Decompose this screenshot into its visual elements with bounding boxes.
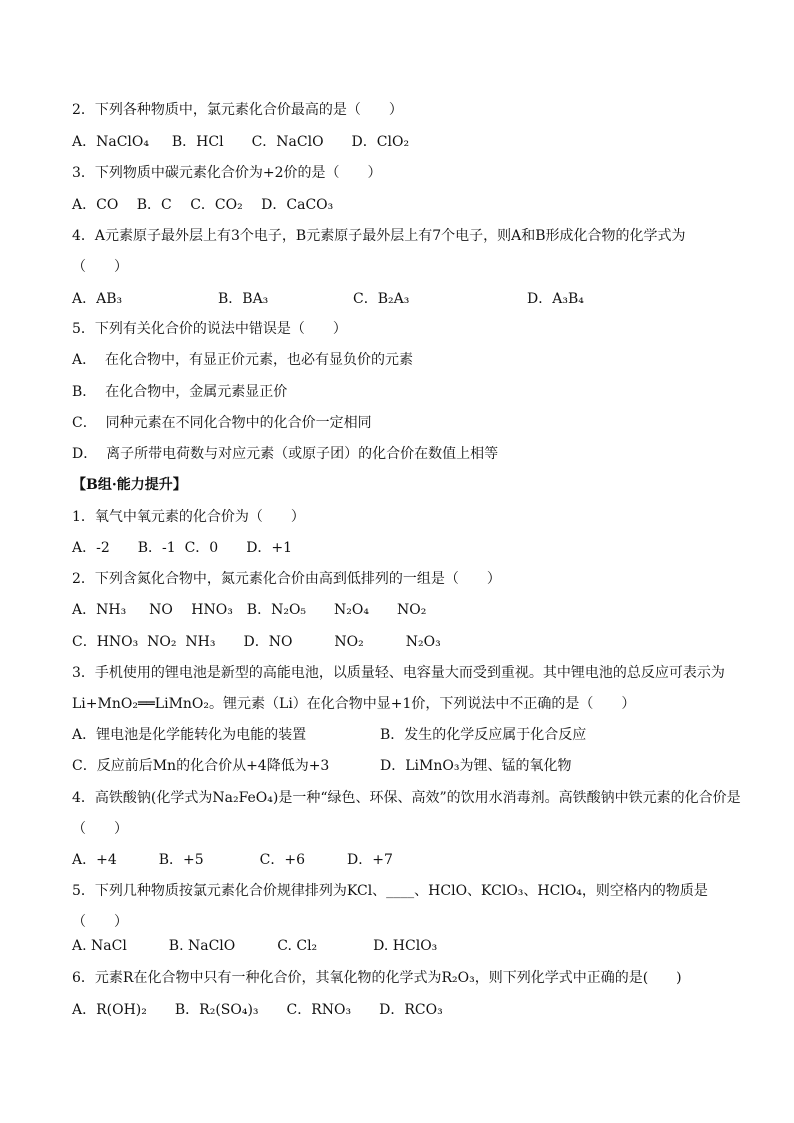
b-question-6-options: A．R(OH)₂ B．R₂(SO₄)₃ C．RNO₃ D．RCO₃ <box>72 1002 443 1018</box>
b-question-2: 2．下列含氮化合物中，氮元素化合价由高到低排列的一组是（ ） <box>72 571 501 587</box>
b-question-2-options-ab: A．NH₃ NO HNO₃ B．N₂O₅ N₂O₄ NO₂ <box>72 602 427 618</box>
b-question-4-options: A．+4 B．+5 C．+6 D．+7 <box>72 852 393 868</box>
q4-option-c: C．B₂A₃ <box>353 291 410 307</box>
li-option-d: D．LiMnO₃为锂、锰的氧化物 <box>380 758 572 774</box>
question-3: 3．下列物质中碳元素化合价为+2价的是（ ） <box>72 165 382 181</box>
li-option-c: C．反应前后Mn的化合价从+4降低为+3 <box>72 758 330 774</box>
b-question-5-options: A. NaCl B. NaClO C. Cl₂ D. HClO₃ <box>72 938 438 954</box>
question-4: 4．A元素原子最外层上有3个电子，B元素原子最外层上有7个电子，则A和B形成化合物的化学式为 <box>72 228 686 244</box>
q4-option-d: D．A₃B₄ <box>527 291 584 307</box>
question-2: 2．下列各种物质中，氯元素化合价最高的是（ ） <box>72 102 403 118</box>
question-2-options: A．NaClO₄ B．HCl C．NaClO D．ClO₂ <box>72 134 410 150</box>
b-question-1: 1．氧气中氧元素的化合价为（ ） <box>72 509 305 525</box>
b-question-6: 6．元素R在化合物中只有一种化合价，其氧化物的化学式为R₂O₃，则下列化学式中正确的是( ) <box>72 970 682 986</box>
li-option-a: A．锂电池是化学能转化为电能的装置 <box>72 727 307 743</box>
b-question-4: 4．高铁酸钠(化学式为Na₂FeO₄)是一种“绿色、环保、高效”的饮用水消毒剂。高铁酸钠中铁元素的化合价是 <box>72 790 741 806</box>
question-5-option-c: C． 同种元素在不同化合物中的化合价一定相同 <box>72 415 372 431</box>
b-question-1-options: A．-2 B．-1 C．0 D．+1 <box>72 540 293 556</box>
b-question-5: 5．下列几种物质按氯元素化合价规律排列为KCl、____、HClO、KClO₃、HClO₄，则空格内的物质是 <box>72 883 708 899</box>
question-5: 5．下列有关化合价的说法中错误是（ ） <box>72 321 347 337</box>
question-3-options: A．CO B．C C．CO₂ D．CaCO₃ <box>72 197 334 213</box>
q4-option-b: B．BA₃ <box>218 291 269 307</box>
question-4-paren: （ ） <box>72 259 128 275</box>
q4-option-a: A．AB₃ <box>72 291 123 307</box>
question-5-option-a: A． 在化合物中，有显正价元素，也必有显负价的元素 <box>72 352 414 368</box>
b-question-5-paren: （ ） <box>72 914 128 930</box>
b-question-4-paren: （ ） <box>72 821 128 837</box>
b-question-3: 3．手机使用的锂电池是新型的高能电池，以质量轻、电容量大而受到重视。其中锂电池的总反应可表示为 <box>72 665 725 681</box>
b-question-3-cont: Li+MnO₂══LiMnO₂。锂元素（Li）在化合物中显+1价，下列说法中不正确的是（ ） <box>72 696 636 712</box>
section-heading: 【B组·能力提升】 <box>72 477 187 493</box>
b-question-2-options-cd: C．HNO₃ NO₂ NH₃ D．NO NO₂ N₂O₃ <box>72 634 441 650</box>
question-5-option-b: B． 在化合物中，金属元素显正价 <box>72 384 288 400</box>
question-5-option-d: D． 离子所带电荷数与对应元素（或原子团）的化合价在数值上相等 <box>72 446 499 462</box>
li-option-b: B．发生的化学反应属于化合反应 <box>380 727 587 743</box>
